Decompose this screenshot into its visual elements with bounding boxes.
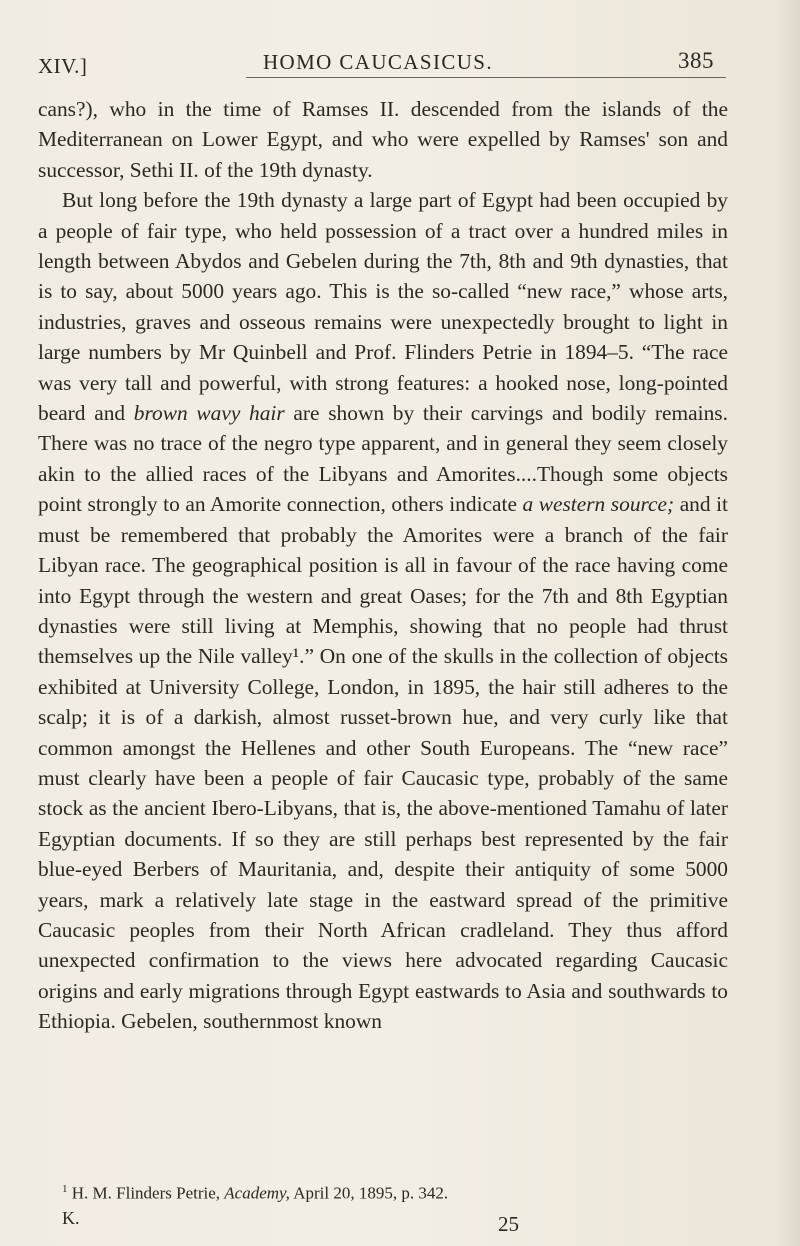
signature-mark: K. [62, 1208, 80, 1228]
text-run: But long before the 19th dynasty a large part of Egypt had been occupied by a people of fair type, who held possession of a tract over a hundred miles in length between Abydos and Gebelen during the 7th, 8th and 9th dynasties, that is to say, about 5000 years ago. This is the so-called “new race,” whose arts, industries, graves and osseous remains were unexpectedly brought to light in large numbers by Mr Quinbell and Prof. Flinders Petrie in 1894–5. “The race was very tall and powerful, with strong features: a hooked nose, long-pointed beard and [38, 188, 728, 426]
page-edge-shadow [778, 0, 800, 1246]
text-run: cans?), who in the time of Ramses II. descended from the islands of the Mediterranean on Lower Egypt, and who were expelled by Ramses' son and successor, Sethi II. of the 19th dynasty. [38, 97, 728, 182]
running-header [38, 48, 718, 78]
header-rule [246, 77, 726, 78]
text-run: are shown by their carvings and bodily remains. There was no trace of the negro type apparent, and in general they seem closely akin to the allied races of the Libyans and Amorites....Though some objects point strongly to an Amorite connection, others indicate [38, 401, 728, 517]
paragraph [38, 94, 728, 185]
footnote [62, 1183, 702, 1204]
footnote-marker: 1 [62, 1183, 68, 1195]
signature-number: 25 [498, 1212, 519, 1236]
italic-text: brown wavy hair [133, 401, 285, 426]
text-run: and it must be remembered that probably the Amorites were a branch of the fair Libyan race. The geographical position is all in favour of the race having come into Egypt through the western and great Oases; for the 7th and 8th Egyptian dynasties were still living at Memphis, showing that no people had thrust themselves up the Nile valley¹.” On one of the skulls in the collection of objects exhibited at University College, London, in 1895, the hair still adheres to the scalp; it is of a darkish, almost russet-brown hue, and very curly like that common amongst the Hellenes and other South Europeans. The “new race” must clearly have been a people of fair Caucasic type, probably of the same stock as the ancient Ibero-Libyans, that is, the above-mentioned Tamahu of later Egyptian documents. If so they are still perhaps best represented by the fair blue-eyed Berbers of Mauritania, and, despite their antiquity of some 5000 years, mark a relatively late stage in the eastward spread of the primitive Caucasic peoples from their North African cradleland. They thus afford unexpected confirmation to the views here advocated regarding Caucasic origins and early migrations through Egypt eastwards to Asia and southwards to Ethiopia. Gebelen, southernmost known [38, 492, 728, 1034]
footnote-journal: Academy, [224, 1183, 290, 1203]
footnote-text-before: H. M. Flinders Petrie, [67, 1183, 225, 1203]
italic-text: a western source; [522, 492, 675, 517]
footnote-text-after: April 20, 1895, p. 342. [289, 1183, 449, 1203]
chapter-number: XIV.] [38, 54, 88, 78]
paragraph [38, 185, 728, 1036]
body-text [38, 94, 728, 1037]
page-number: 385 [678, 48, 714, 73]
running-title: HOMO CAUCASICUS. [262, 50, 494, 74]
